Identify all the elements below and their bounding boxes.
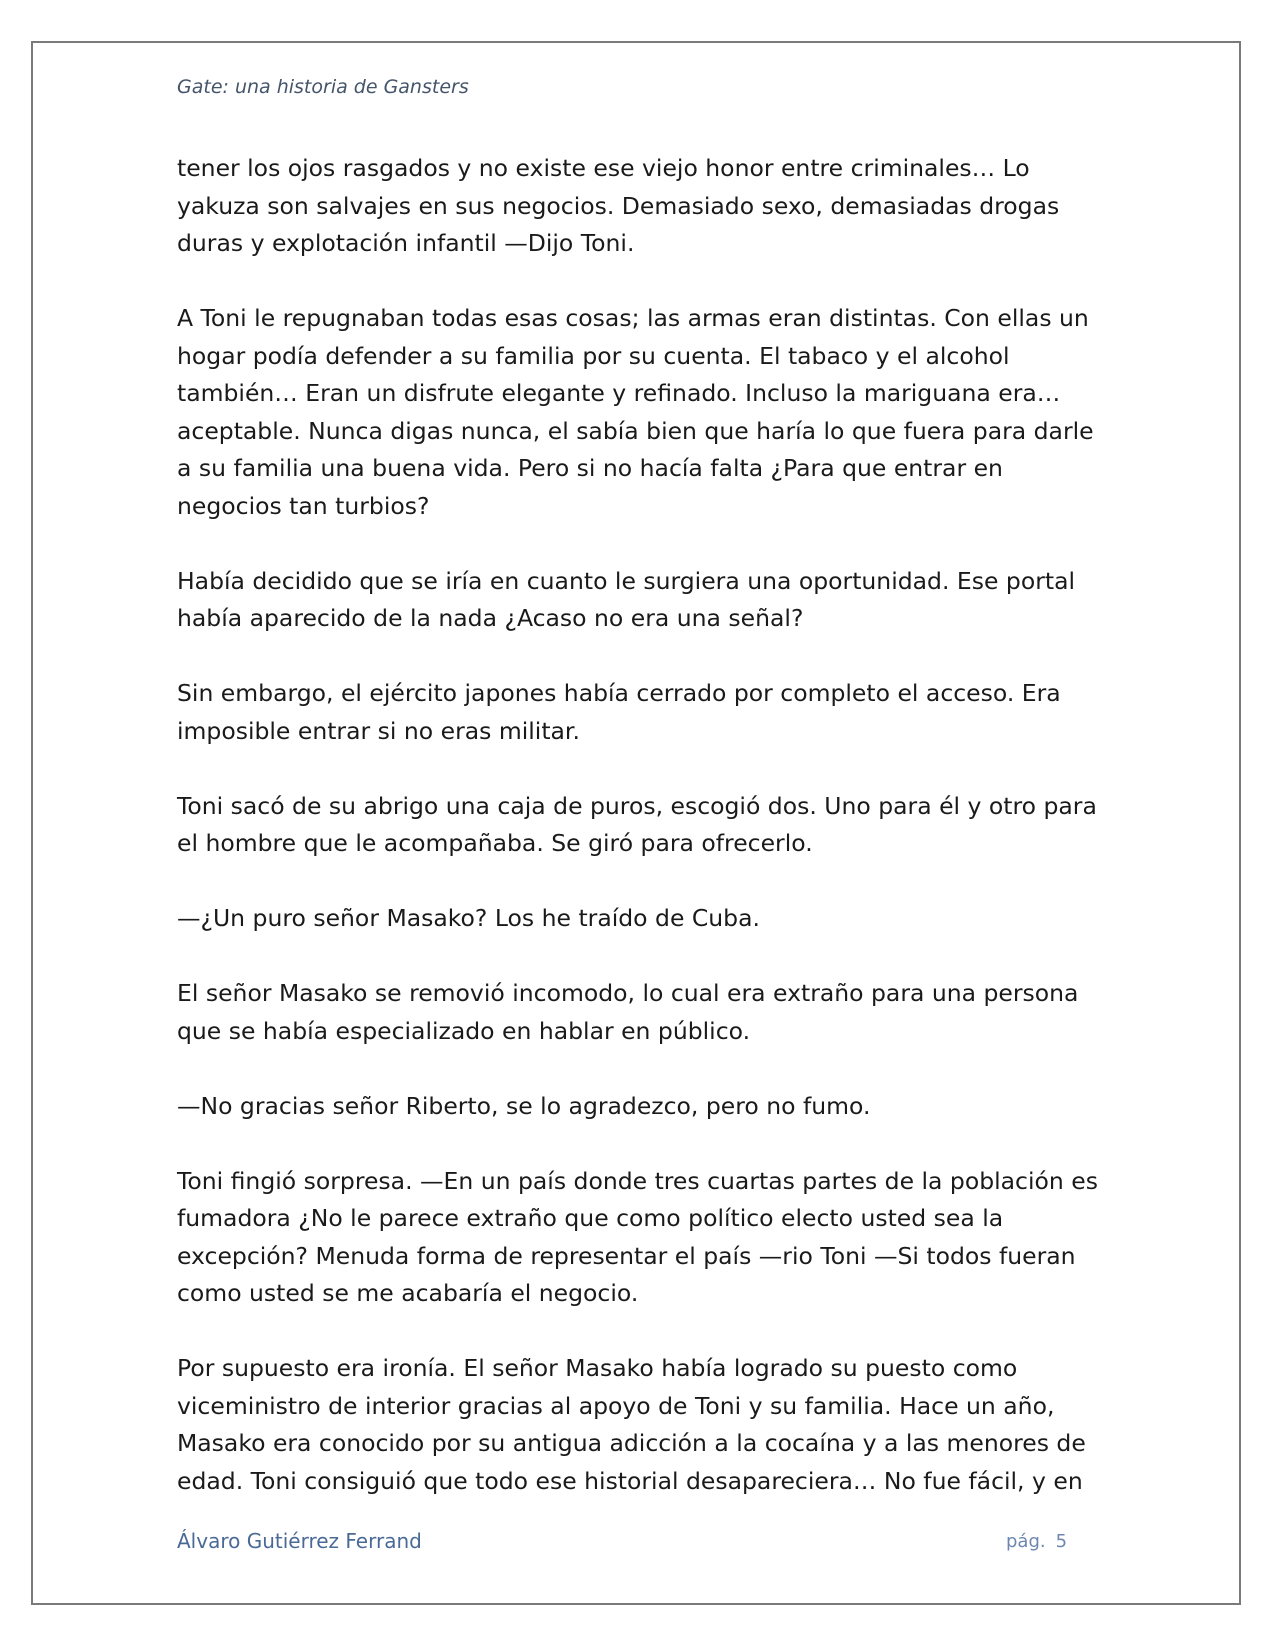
dialogue-paragraph-6: —¿Un puro señor Masako? Los he traído de Cuba. <box>177 904 760 932</box>
paragraph-4: Sin embargo, el ejército japones había cerrado por completo el acceso. Era imposible entrar si no eras militar. <box>177 679 1061 745</box>
footer-author: Álvaro Gutiérrez Ferrand <box>177 1529 422 1553</box>
dialogue-paragraph-8: —No gracias señor Riberto, se lo agradezco, pero no fumo. <box>177 1091 871 1120</box>
page-number: 5 <box>1055 1531 1068 1552</box>
footer-page-number <box>1006 1531 1067 1552</box>
running-header-title: Gate: una historia de Gansters <box>177 76 469 98</box>
page-label: pág. <box>1006 1531 1046 1552</box>
paragraph-5: Toni sacó de su abrigo una caja de puros, escogió dos. Uno para él y otro para el hombre que le acompañaba. Se giró para ofrecerlo. <box>177 791 1097 857</box>
paragraph-3: Había decidido que se iría en cuanto le surgiera una oportunidad. Ese portal había aparecido de la nada ¿Acaso no era una señal? <box>177 566 1076 632</box>
paragraph-10: Por supuesto era ironía. El señor Masako había logrado su puesto como viceministro de interior gracias al apoyo de Toni y su familia. Hace un año, Masako era conocido por su antigua adicción a la cocaína y a las menores de edad. Toni consiguió que todo ese historial desapareciera… No fue fácil, y en <box>177 1354 1086 1495</box>
paragraph-9: Toni fingió sorpresa. —En un país donde tres cuartas partes de la población es fumadora ¿No le parece extraño que como político electo usted sea la excepción? Menuda forma de representar el país —rio Toni —Si todos fueran como usted se me acabaría el negocio. <box>177 1166 1098 1307</box>
paragraph-2: A Toni le repugnaban todas esas cosas; las armas eran distintas. Con ellas un hogar podía defender a su familia por su cuenta. El tabaco y el alcohol también… Eran un disfrute elegante y refinado. Incluso la mariguana era… aceptable. Nunca digas nunca, el sabía bien que haría lo que fuera para darle a su familia una buena vida. Pero si no hacía falta ¿Para que entrar en negocios tan turbios? <box>177 304 1094 520</box>
paragraph-7: El señor Masako se removió incomodo, lo cual era extraño para una persona que se había especializado en hablar en público. <box>177 979 1079 1045</box>
paragraph-1: tener los ojos rasgados y no existe ese viejo honor entre criminales… Lo yakuza son salvajes en sus negocios. Demasiado sexo, demasiadas drogas duras y explotación infantil —Dijo Toni. <box>177 154 1060 257</box>
document-body <box>177 150 1107 1500</box>
